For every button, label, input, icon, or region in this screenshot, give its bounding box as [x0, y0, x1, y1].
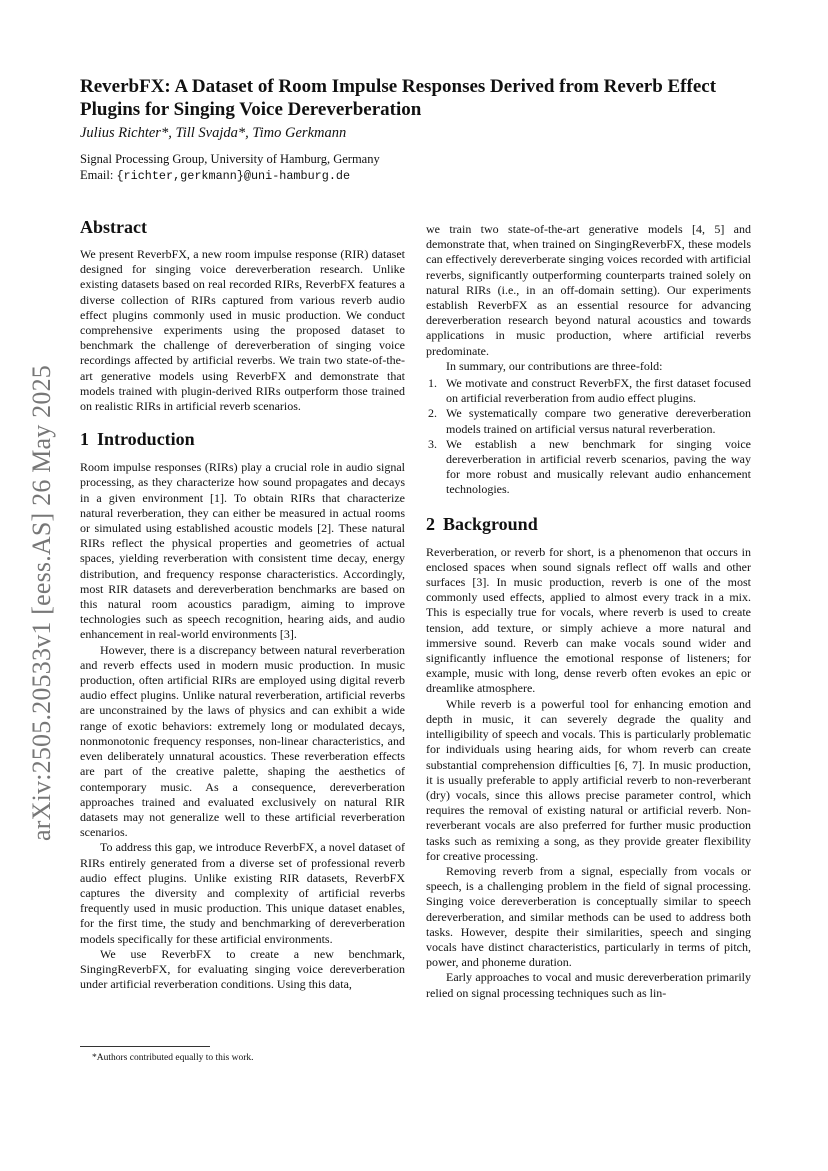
intro-paragraph-1: Room impulse responses (RIRs) play a crucial role in audio signal processing, as they characterize how sound propagates and decays in a given environment [1]. To obtain RIRs that characterize natural reverberation, they can either be measured in actual rooms or simulated using established acoustic models [2]. These natural RIRs reflect the physical properties and geometries of actual spaces, yielding reverberation with consistent time decay, energy distribution, and frequency response characteristics. Accordingly, most RIR datasets and dereverberation benchmarks are based on this natural room acoustics paradigm, aiming to improve technologies such as speech recognition, hearing aids, and audio enhancement in real-world environments [3]. — [80, 460, 405, 642]
intro-paragraph-3: To address this gap, we introduce ReverbFX, a novel dataset of RIRs entirely generated from a diverse set of professional reverb audio effect plugins. Unlike existing RIR datasets, ReverbFX captures the diversity and complexity of artificial reverbs frequently used in music production. This unique dataset enables, for the first time, the study and benchmarking of dereverberation models specifically for these artificial environments. — [80, 840, 405, 946]
contributions-intro: In summary, our contributions are three-fold: — [446, 358, 663, 373]
list-item: 2. We systematically compare two generative dereverberation models trained on artificial versus natural reverberation. — [428, 406, 751, 436]
section-number: 2 — [426, 513, 435, 534]
abstract-heading: Abstract — [80, 217, 147, 237]
affiliation-block — [80, 151, 380, 184]
introduction-heading — [80, 428, 405, 450]
email-line — [80, 167, 380, 184]
footnote-rule — [80, 1046, 210, 1047]
background-heading — [426, 513, 751, 535]
section-number: 1 — [80, 429, 89, 450]
intro-paragraph-4: We use ReverbFX to create a new benchmark, SingingReverbFX, for evaluating singing voice dereverberation under artificial reverberation conditions. Using this data, — [80, 946, 405, 992]
list-item: 3. We establish a new benchmark for singing voice dereverberation in artificial reverb scenarios, paving the way for more robust and musically relevant audio enhancement technologies. — [428, 436, 751, 497]
section-title: Background — [443, 513, 538, 534]
author-list: Julius Richter*, Till Svajda*, Timo Gerkmann — [80, 125, 347, 141]
right-column — [426, 222, 751, 1001]
background-paragraph-2: While reverb is a powerful tool for enhancing emotion and depth in music, it can severely degrade the quality and intelligibility of speech and vocals. This is particularly problematic for individuals using hearing aids, for whom reverb can create substantial comprehension difficulties [6, 7]. In music production, it is usually preferable to apply artificial reverb to non-reverberant (dry) vocals, since this allows precise parameter control, which requires the removal of existing natural or artificial reverb. Non-reverberant vocals are also preferred for further music production tasks such as remixing a song, as they provide greater flexibility for creative processing. — [426, 696, 751, 863]
arxiv-identifier-text: arXiv:2505.20533v1 [eess.AS] 26 May 2025 — [27, 364, 56, 841]
intro-continuation: we train two state-of-the-art generative models [4, 5] and demonstrate that, when trained on SingingReverbFX, these models can effectively dereverberate singing voices recorded with artificial reverbs, significantly outperforming counterparts trained solely on natural RIRs (i.e., in an off-domain setting). Our experiments establish ReverbFX as an essential resource for advancing dereverberation research beyond natural acoustics and towards applications in music production, where artificial reverbs predominate. — [426, 222, 751, 358]
background-paragraph-1: Reverberation, or reverb for short, is a phenomenon that occurs in enclosed spaces when sound signals reflect off walls and other surfaces [3]. In music production, reverb is one of the most commonly used effects, applied to almost every track in a mix. This is especially true for vocals, where reverb is used to create tension, add texture, or simply achieve a more natural and immersive sound. Reverb can make vocals sound wider and significantly influence the emotional response of listeners; for example, music with long, dense reverb often evokes an epic or dreamlike atmosphere. — [426, 544, 751, 696]
intro-paragraph-2: However, there is a discrepancy between natural reverberation and reverb effects used in modern music production. In music production, often artificial RIRs are employed using digital reverb audio effect plugins. Unlike natural reverberation, artificial reverbs are unconstrained by the laws of physics and can exhibit a wide range of exotic behaviors: extremely long or modulated decays, nonmonotonic frequency responses, non-linear characteristics, and even deliberately unnatural acoustics. These reverberation effects are part of the creative palette, shaping the aesthetics of contemporary music. As a consequence, dereverberation approaches trained and evaluated exclusively on natural RIR datasets may not generalize well to these artificial reverberation scenarios. — [80, 642, 405, 840]
background-paragraph-4: Early approaches to vocal and music dereverberation primarily relied on signal processing techniques such as lin- — [426, 970, 751, 1000]
left-column — [80, 216, 405, 992]
list-item: 1. We motivate and construct ReverbFX, the first dataset focused on artificial reverberation from audio effect plugins. — [428, 376, 751, 406]
background-paragraph-3: Removing reverb from a signal, especially from vocals or speech, is a challenging problem in the field of signal processing. Singing voice dereverberation is conceptually similar to speech dereverberation, and similar methods can be used to address both tasks. However, despite their similarities, speech and singing vocals have distinct characteristics, particularly in terms of pitch, power, and phoneme duration. — [426, 863, 751, 970]
email-address: {richter,gerkmann}@uni-hamburg.de — [116, 169, 351, 183]
affiliation: Signal Processing Group, University of Hamburg, Germany — [80, 152, 380, 166]
footnote — [80, 1046, 405, 1064]
arxiv-identifier — [22, 330, 62, 875]
section-title: Introduction — [97, 429, 195, 450]
contribution-list — [426, 376, 751, 498]
footnote-text: *Authors contributed equally to this work. — [92, 1053, 254, 1063]
paper-title: ReverbFX: A Dataset of Room Impulse Responses Derived from Reverb Effect Plugins for Singing Voice Dereverberation — [80, 76, 717, 120]
abstract-text: We present ReverbFX, a new room impulse response (RIR) dataset designed for singing voice dereverberation research. Unlike existing datasets based on real recorded RIRs, ReverbFX features a diverse collection of RIRs captured from various reverb audio effect plugins commonly used in music production. We conduct comprehensive experiments using the proposed dataset to benchmark the challenge of dereverberation of singing voice recordings affected by artificial reverbs. We train two state-of-the-art generative models using ReverbFX and demonstrate that models trained with plugin-derived RIRs outperform those trained on realistic RIRs in artificial reverb scenarios. — [80, 247, 405, 414]
email-label: Email: — [80, 168, 114, 182]
